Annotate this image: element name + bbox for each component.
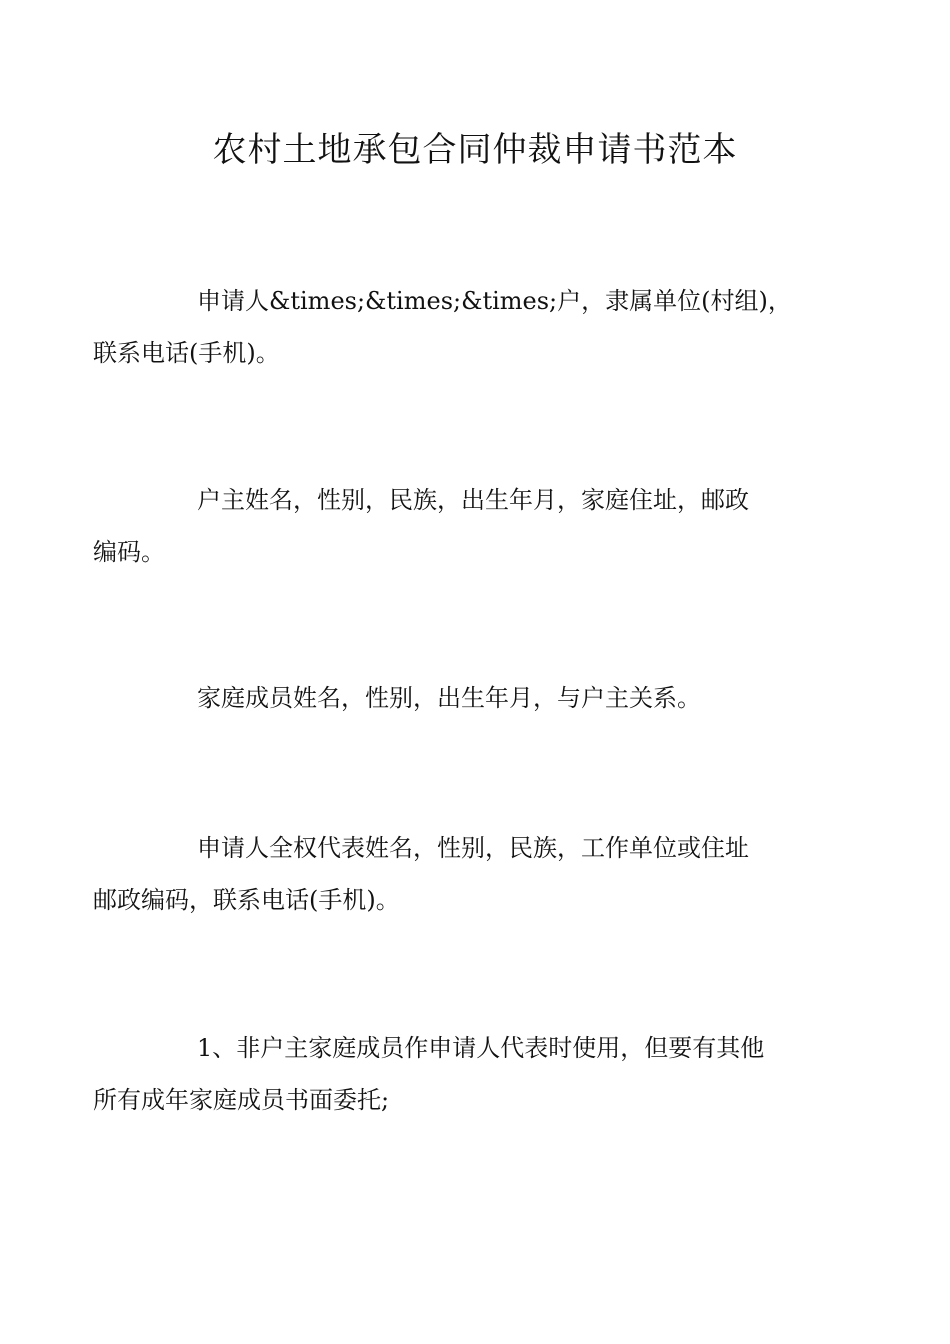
paragraph-line: 户主姓名，性别，民族，出生年月，家庭住址，邮政 <box>197 486 749 514</box>
paragraph-family-members <box>145 672 810 724</box>
paragraph-line: 联系电话(手机)。 <box>93 339 280 367</box>
paragraph-line: 家庭成员姓名，性别，出生年月，与户主关系。 <box>197 684 701 712</box>
paragraph-householder <box>93 474 810 578</box>
paragraph-applicant <box>93 275 810 379</box>
paragraph-line: 邮政编码，联系电话(手机)。 <box>93 886 400 914</box>
document-title: 农村土地承包合同仲裁申请书范本 <box>212 130 738 170</box>
paragraph-line: 1、非户主家庭成员作申请人代表时使用，但要有其他 <box>197 1034 765 1062</box>
paragraph-line: 申请人全权代表姓名，性别，民族，工作单位或住址 <box>197 834 749 862</box>
paragraph-line: 所有成年家庭成员书面委托; <box>93 1086 390 1114</box>
paragraph-line: 编码。 <box>93 538 165 566</box>
paragraph-representative <box>93 822 810 926</box>
paragraph-line: 申请人&times;&times;&times;户，隶属单位(村组)， <box>197 287 792 315</box>
paragraph-note-1 <box>93 1022 810 1126</box>
